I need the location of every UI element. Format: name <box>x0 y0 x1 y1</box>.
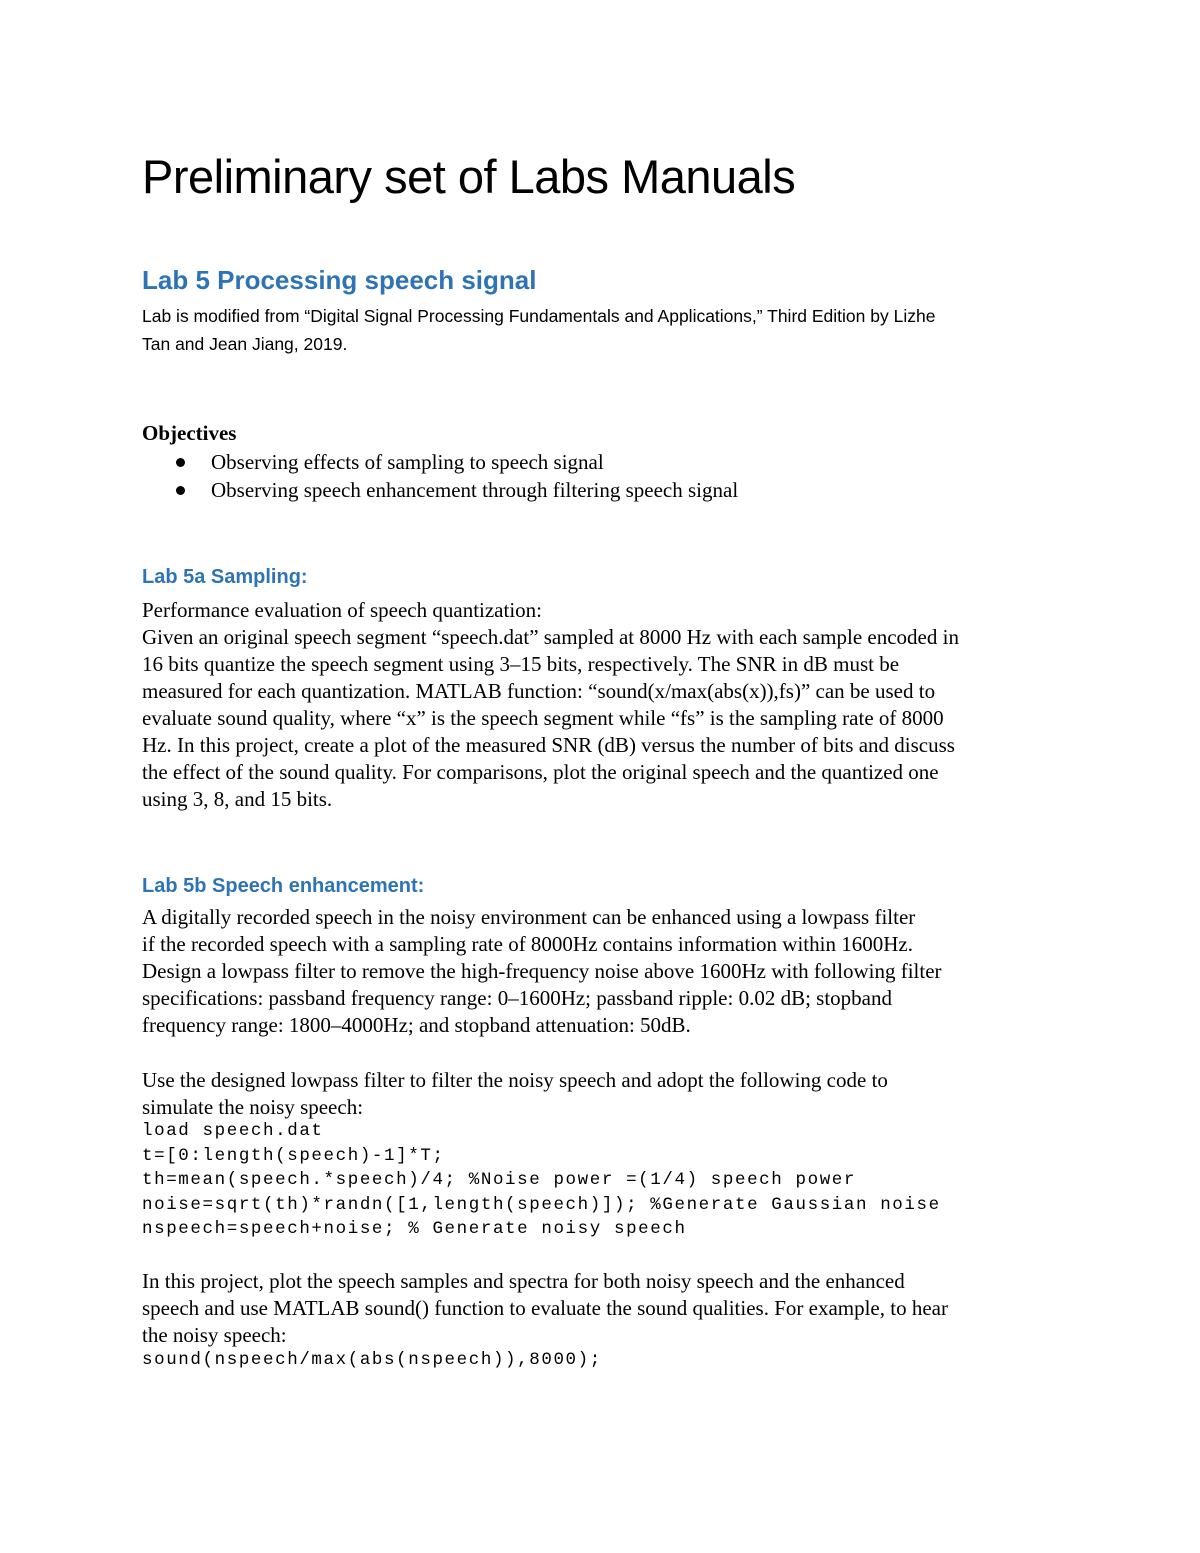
objective-item <box>142 448 738 476</box>
source-line-1: Lab is modified from “Digital Signal Processing Fundamentals and Applications,” Third Edition by Lizhe <box>142 306 936 326</box>
lab5b-line: speech and use MATLAB sound() function to evaluate the sound qualities. For example, to hear <box>142 1296 948 1320</box>
bullet-icon <box>176 486 185 495</box>
objectives-list <box>142 448 738 504</box>
code-line: sound(nspeech/max(abs(nspeech)),8000); <box>142 1350 602 1370</box>
lab5a-line: using 3, 8, and 15 bits. <box>142 787 333 811</box>
code-line: t=[0:length(speech)-1]*T; <box>142 1145 445 1166</box>
code-line: nspeech=speech+noise; % Generate noisy speech <box>142 1219 687 1239</box>
lab5b-use-text <box>142 1067 1082 1121</box>
objective-text: Observing speech enhancement through filtering speech signal <box>211 478 739 502</box>
lab5a-line: 16 bits quantize the speech segment using 3–15 bits, respectively. The SNR in dB must be <box>142 652 900 676</box>
bullet-icon <box>176 458 185 467</box>
lab5a-line: the effect of the sound quality. For comparisons, plot the original speech and the quantized one <box>142 760 939 784</box>
source-line-2: Tan and Jean Jiang, 2019. <box>142 334 348 354</box>
code-line: load speech.dat <box>142 1121 324 1141</box>
sound-code-line <box>142 1348 602 1373</box>
lab5a-line: measured for each quantization. MATLAB function: “sound(x/max(abs(x)),fs)” can be used to <box>142 679 936 703</box>
code-line: th=mean(speech.*speech)/4; %Noise power =(1/4) speech power <box>142 1170 857 1190</box>
noisy-speech-code-block <box>142 1119 941 1242</box>
lab5b-line: In this project, plot the speech samples and spectra for both noisy speech and the enhanced <box>142 1269 905 1293</box>
lab5a-body <box>142 597 1082 813</box>
lab5a-line: evaluate sound quality, where “x” is the speech segment while “fs” is the sampling rate of 8000 <box>142 706 944 730</box>
objectives-heading: Objectives <box>142 421 237 445</box>
lab5b-intro <box>142 904 1082 1039</box>
lab5a-line: Hz. In this project, create a plot of the measured SNR (dB) versus the number of bits and discuss <box>142 733 955 757</box>
lab5b-line: Design a lowpass filter to remove the high-frequency noise above 1600Hz with following filter <box>142 959 942 983</box>
lab5b-line: the noisy speech: <box>142 1323 287 1347</box>
lab5b-project-text <box>142 1268 1082 1349</box>
objective-item <box>142 476 738 504</box>
lab5b-line: A digitally recorded speech in the noisy environment can be enhanced using a lowpass filter <box>142 905 916 929</box>
lab5b-heading: Lab 5b Speech enhancement: <box>142 875 425 897</box>
code-line: noise=sqrt(th)*randn([1,length(speech)]); %Generate Gaussian noise <box>142 1194 941 1215</box>
page-title: Preliminary set of Labs Manuals <box>142 150 796 203</box>
lab5a-heading: Lab 5a Sampling: <box>142 566 308 588</box>
lab5b-line: if the recorded speech with a sampling rate of 8000Hz contains information within 1600Hz. <box>142 932 913 956</box>
lab5b-line: simulate the noisy speech: <box>142 1095 364 1119</box>
lab5-heading: Lab 5 Processing speech signal <box>142 265 537 295</box>
lab5-source-note <box>142 302 1042 358</box>
lab5b-line: Use the designed lowpass filter to filter the noisy speech and adopt the following code to <box>142 1068 888 1092</box>
lab5b-line: frequency range: 1800–4000Hz; and stopband attenuation: 50dB. <box>142 1013 691 1037</box>
objective-text: Observing effects of sampling to speech signal <box>211 450 604 474</box>
lab5a-line: Given an original speech segment “speech.dat” sampled at 8000 Hz with each sample encoded in <box>142 625 959 649</box>
lab5b-line: specifications: passband frequency range: 0–1600Hz; passband ripple: 0.02 dB; stopband <box>142 986 892 1010</box>
lab5a-line: Performance evaluation of speech quantization: <box>142 598 543 622</box>
